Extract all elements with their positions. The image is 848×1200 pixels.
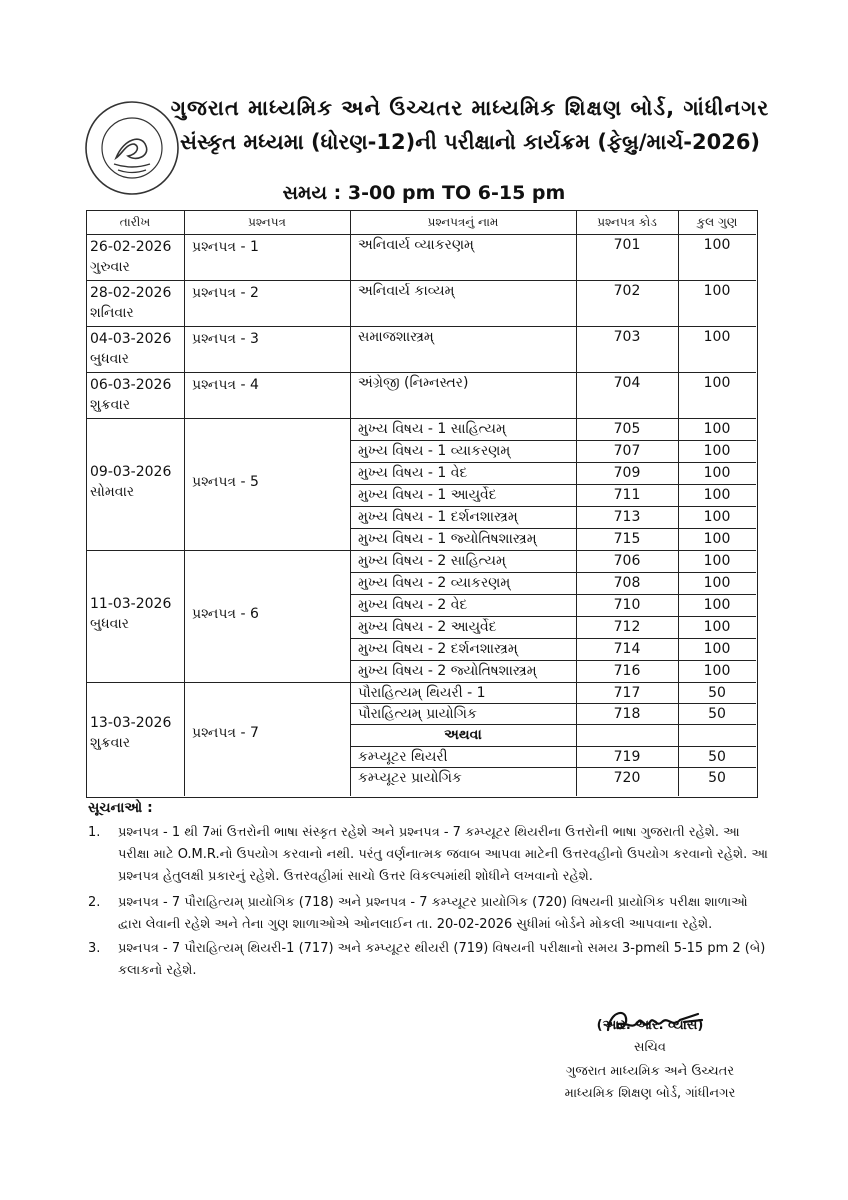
table-header-cell: તારીખ xyxy=(119,215,151,229)
exam-day: સોમવાર xyxy=(90,484,135,500)
total-marks: 100 xyxy=(703,619,731,635)
paper-name: અનિવાર્ય કાવ્યમ્ xyxy=(358,283,455,299)
paper-name: મુખ્ય વિષય - 1 સાહિત્યમ્ xyxy=(358,421,506,437)
exam-date: 09-03-2026 xyxy=(90,464,172,480)
total-marks: 100 xyxy=(703,283,731,299)
exam-date: 11-03-2026 xyxy=(90,596,172,612)
paper-name: મુખ્ય વિષય - 1 વ્યાકરણમ્ xyxy=(358,443,511,459)
note-number: 3. xyxy=(88,941,101,956)
table-row-divider xyxy=(86,326,756,327)
exam-date: 04-03-2026 xyxy=(90,331,172,347)
signatory-org-line2: માધ્યમિક શિક્ષણ બોર્ડ, ગાંધીનગર xyxy=(564,1086,736,1101)
total-marks: 100 xyxy=(703,421,731,437)
paper-name: પૌરાહિત્યમ્ પ્રાયોગિક xyxy=(358,706,477,723)
exam-day: શુક્રવાર xyxy=(90,735,131,751)
paper-number: પ્રશ્નપત્ર - 6 xyxy=(192,606,259,622)
signatory-org-line1: ગુજરાત માધ્યમિક અને ઉચ્ચતર xyxy=(565,1064,735,1079)
table-header-cell: પ્રશ્નપત્ર xyxy=(248,215,286,229)
table-row-divider xyxy=(86,372,756,373)
note-text: પ્રશ્નપત્ર - 1 થી 7માં ઉત્તરોની ભાષા સંસ્કૃત રહેશે અને પ્રશ્નપત્ર - 7 કમ્પ્યૂટર થિયરીના ઉત્તરોની ભાષા ગુજરાતી રહેશે. આ પરીક્ષા માટે O.M.R.નો ઉપયોગ કરવાનો નથી. પરંતુ વર્ણનાત્મક જવાબ આપવા માટેની ઉત્તરવહીનો ઉપયોગ કરવાનો રહેશે. આ પ્રશ્નપત્ર હેતુલક્ષી પ્રકારનું રહેશે. ઉત્તરવહીમાં સાચો ઉત્તર વિકલ્પમાંથી શોધીને લખવાનો રહેશે. xyxy=(118,825,768,884)
table-row-divider xyxy=(86,682,756,683)
paper-name: મુખ્ય વિષય - 1 જ્યોતિષશાસ્ત્રમ્ xyxy=(358,531,537,547)
paper-name: મુખ્ય વિષય - 2 વેદ xyxy=(358,597,468,613)
table-row-divider xyxy=(86,418,756,419)
exam-date: 28-02-2026 xyxy=(90,285,172,301)
total-marks: 100 xyxy=(703,375,731,391)
total-marks: 100 xyxy=(703,329,731,345)
paper-code: 708 xyxy=(613,575,641,591)
paper-code: 709 xyxy=(613,465,641,481)
paper-name: અનિવાર્ય વ્યાકરણમ્ xyxy=(358,237,474,253)
total-marks: 100 xyxy=(703,531,731,547)
signatory-post: સચિવ xyxy=(634,1040,666,1055)
table-header-cell: કુલ ગુણ xyxy=(696,215,738,229)
paper-code: 702 xyxy=(613,283,641,299)
table-row-divider xyxy=(350,703,756,704)
paper-code: 705 xyxy=(613,421,641,437)
table-row-divider xyxy=(350,484,756,485)
signatory-name: (આર. આર. વ્યાસ) xyxy=(596,1018,704,1033)
paper-code: 715 xyxy=(613,531,641,547)
note-item xyxy=(88,892,768,936)
total-marks: 50 xyxy=(708,706,726,723)
paper-number: પ્રશ્નપત્ર - 5 xyxy=(192,474,259,490)
table-row-divider xyxy=(350,528,756,529)
paper-code: 707 xyxy=(613,443,641,459)
total-marks: 100 xyxy=(703,663,731,679)
paper-name: મુખ્ય વિષય - 2 સાહિત્યમ્ xyxy=(358,553,506,569)
table-header-cell: પ્રશ્નપત્રનું નામ xyxy=(427,215,499,229)
exam-schedule-table xyxy=(86,210,758,798)
paper-code: 703 xyxy=(613,329,641,345)
paper-number: પ્રશ્નપત્ર - 3 xyxy=(192,331,259,347)
total-marks: 100 xyxy=(703,237,731,253)
paper-number: પ્રશ્નપત્ર - 7 xyxy=(192,725,259,741)
total-marks: 100 xyxy=(703,465,731,481)
paper-code: 718 xyxy=(613,706,641,723)
table-row-divider xyxy=(350,462,756,463)
paper-name: મુખ્ય વિષય - 2 આયુર્વેદ xyxy=(358,619,497,635)
paper-code: 712 xyxy=(613,619,641,635)
total-marks: 100 xyxy=(703,597,731,613)
total-marks: 100 xyxy=(703,641,731,657)
table-row-divider xyxy=(350,724,756,725)
paper-name: મુખ્ય વિષય - 2 જ્યોતિષશાસ્ત્રમ્ xyxy=(358,663,537,679)
exam-day: ગુરુવાર xyxy=(90,259,130,275)
table-row-divider xyxy=(350,660,756,661)
total-marks: 100 xyxy=(703,443,731,459)
paper-name: મુખ્ય વિષય - 1 દર્શનશાસ્ત્રમ્ xyxy=(358,509,518,525)
paper-name: અથવા xyxy=(444,727,482,744)
total-marks: 100 xyxy=(703,509,731,525)
exam-day: બુધવાર xyxy=(90,616,130,632)
table-row-divider xyxy=(350,616,756,617)
total-marks: 50 xyxy=(708,769,726,786)
paper-name: મુખ્ય વિષય - 2 વ્યાકરણમ્ xyxy=(358,575,511,591)
note-text: પ્રશ્નપત્ર - 7 પૌરાહિત્યમ્ પ્રાયોગિક (718) અને પ્રશ્નપત્ર - 7 કમ્પ્યૂટર પ્રાયોગિક (720) વિષયની પ્રાયોગિક પરીક્ષા શાળાઓ દ્વારા લેવાની રહેશે અને તેના ગુણ શાળાઓએ ઓનલાઈન તા. 20-02-2026 સુધીમાં બોર્ડને મોકલી આપવાના રહેશે. xyxy=(118,895,748,932)
exam-day: શુક્રવાર xyxy=(90,397,131,413)
paper-code: 701 xyxy=(613,237,641,253)
table-row-divider xyxy=(350,767,756,768)
paper-number: પ્રશ્નપત્ર - 2 xyxy=(192,285,259,301)
paper-name: અંગ્રેજી (નિમ્નસ્તર) xyxy=(358,375,469,391)
table-row-divider xyxy=(350,594,756,595)
total-marks: 50 xyxy=(708,748,726,765)
note-item xyxy=(88,822,768,888)
paper-code: 713 xyxy=(613,509,641,525)
table-row-divider xyxy=(350,746,756,747)
paper-name: કમ્પ્યૂટર પ્રાયોગિક xyxy=(358,769,462,786)
paper-code: 704 xyxy=(613,375,641,391)
table-header-cell: પ્રશ્નપત્ર કોડ xyxy=(597,215,657,229)
paper-code: 706 xyxy=(613,553,641,569)
exam-date: 26-02-2026 xyxy=(90,239,172,255)
note-item xyxy=(88,938,768,982)
total-marks: 50 xyxy=(708,685,726,701)
paper-code: 719 xyxy=(613,748,641,765)
total-marks: 100 xyxy=(703,575,731,591)
paper-code: 716 xyxy=(613,663,641,679)
table-row-divider xyxy=(86,550,756,551)
table-row-divider xyxy=(350,638,756,639)
paper-number: પ્રશ્નપત્ર - 1 xyxy=(192,239,259,255)
exam-date: 06-03-2026 xyxy=(90,377,172,393)
note-number: 1. xyxy=(88,825,101,840)
note-number: 2. xyxy=(88,895,101,910)
table-column-divider xyxy=(184,210,185,796)
table-row-divider xyxy=(350,572,756,573)
paper-name: કમ્પ્યૂટર થિયરી xyxy=(358,748,448,765)
paper-name: સમાજશાસ્ત્રમ્ xyxy=(358,329,434,345)
paper-name: મુખ્ય વિષય - 1 વેદ xyxy=(358,465,468,481)
paper-code: 711 xyxy=(613,487,641,503)
note-text: પ્રશ્નપત્ર - 7 પૌરાહિત્યમ્ થિયરી-1 (717) અને કમ્પ્યૂટર થીયરી (719) વિષયની પરીક્ષાનો સમય 3-pmથી 5-15 pm 2 (બે) કલાકનો રહેશે. xyxy=(118,941,766,978)
table-row-divider xyxy=(86,280,756,281)
paper-code: 717 xyxy=(613,685,641,701)
paper-number: પ્રશ્નપત્ર - 4 xyxy=(192,377,259,393)
exam-timing: સમય : 3-00 pm TO 6-15 pm xyxy=(282,182,566,204)
exam-date: 13-03-2026 xyxy=(90,715,172,731)
paper-code: 720 xyxy=(613,769,641,786)
notes-title: સૂચનાઓ : xyxy=(88,800,153,816)
paper-name: મુખ્ય વિષય - 2 દર્શનશાસ્ત્રમ્ xyxy=(358,641,518,657)
exam-day: શનિવાર xyxy=(90,305,134,321)
total-marks: 100 xyxy=(703,553,731,569)
exam-title: સંસ્કૃત મધ્યમા (ધોરણ-12)ની પરીક્ષાનો કાર્યક્રમ (ફેબ્રુ/માર્ચ-2026) xyxy=(179,130,761,154)
paper-name: પૌરાહિત્યમ્ થિયરી - 1 xyxy=(358,685,486,701)
table-column-divider xyxy=(350,210,351,796)
exam-day: બુધવાર xyxy=(90,351,130,367)
board-title: ગુજરાત માધ્યમિક અને ઉચ્ચતર માધ્યમિક શિક્ષણ બોર્ડ, ગાંધીનગર xyxy=(170,96,770,120)
table-row-divider xyxy=(350,440,756,441)
table-row-divider xyxy=(350,506,756,507)
paper-code: 714 xyxy=(613,641,641,657)
paper-name: મુખ્ય વિષય - 1 આયુર્વેદ xyxy=(358,487,497,503)
table-row-divider xyxy=(86,234,756,235)
paper-code: 710 xyxy=(613,597,641,613)
total-marks: 100 xyxy=(703,487,731,503)
